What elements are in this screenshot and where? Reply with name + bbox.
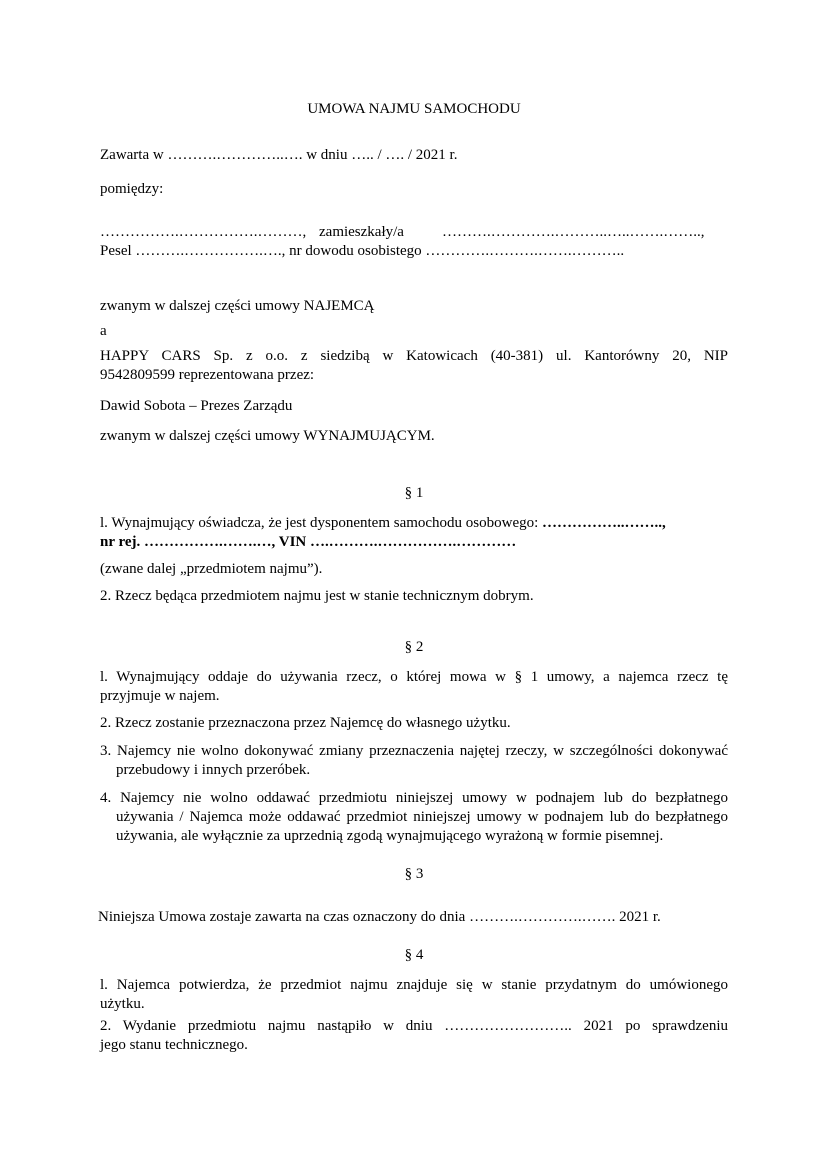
s1-p1-text: l. Wynajmujący oświadcza, że jest dysponentem samochodu osobowego: xyxy=(100,515,543,531)
s1-p1-bold-placeholder: ……………..…….., xyxy=(542,515,666,531)
s1-p1-note: (zwane dalej „przedmiotem najmu”). xyxy=(100,561,323,577)
s2-p1-line1: l. Wynajmujący oddaje do używania rzecz, o której mowa w § 1 umowy, a najemca rzecz tę xyxy=(100,669,728,685)
s4-p1-line2: użytku. xyxy=(100,996,145,1012)
party1-residence-label: zamieszkały/a xyxy=(319,224,404,240)
party1-residence-value: ……….………….………..…..…….…….., xyxy=(442,224,705,240)
s2-p1-line2: przyjmuje w najem. xyxy=(100,688,220,704)
section-1-heading: § 1 xyxy=(404,485,424,501)
s4-p2-line2: jego stanu technicznego. xyxy=(100,1037,248,1053)
and-label: a xyxy=(100,323,107,339)
s1-p1-line2: nr rej. …………….…….…, VIN ….……….…………….………… xyxy=(100,534,517,550)
s2-p2: 2. Rzecz zostanie przeznaczona przez Najemcę do własnego użytku. xyxy=(100,715,511,731)
place-date-line: Zawarta w ……….…………..…. w dniu ….. / …. / 2021 r. xyxy=(100,147,458,163)
party2-representative: Dawid Sobota – Prezes Zarządu xyxy=(100,398,293,414)
section-2-heading: § 2 xyxy=(404,639,424,655)
party2-line1: HAPPY CARS Sp. z o.o. z siedzibą w Katowicach (40-381) ul. Kantorówny 20, NIP xyxy=(100,348,728,364)
party2-role: zwanym w dalszej części umowy WYNAJMUJĄCYM. xyxy=(100,428,435,444)
party1-role: zwanym w dalszej części umowy NAJEMCĄ xyxy=(100,298,375,314)
s3-p1: Niniejsza Umowa zostaje zawarta na czas oznaczony do dnia ……….………….……. 2021 r. xyxy=(98,909,661,925)
section-3-heading: § 3 xyxy=(404,866,424,882)
s4-p2-line1: 2. Wydanie przedmiotu najmu nastąpiło w dniu …………………….. 2021 po sprawdzeniu xyxy=(100,1018,728,1034)
party1-name: …………….…………….………, xyxy=(100,224,307,240)
s1-p2: 2. Rzecz będąca przedmiotem najmu jest w stanie technicznym dobrym. xyxy=(100,588,534,604)
between-label: pomiędzy: xyxy=(100,181,164,197)
document-title: UMOWA NAJMU SAMOCHODU xyxy=(307,101,521,117)
s2-p3: 3. Najemcy nie wolno dokonywać zmiany przeznaczenia najętej rzeczy, w szczególności dokonywać przebudowy i innych przeróbek. xyxy=(100,743,728,778)
s4-p1-line1: l. Najemca potwierdza, że przedmiot najmu znajduje się w stanie przydatnym do umówionego xyxy=(100,977,728,993)
s1-p1-line1 xyxy=(100,514,728,533)
s2-p4: 4. Najemcy nie wolno oddawać przedmiotu niniejszej umowy w podnajem lub do bezpłatnego używania / Najemca może oddawać przedmiot niniejszej umowy w podnajem lub do bezpłatnego używania, ale wyłącznie za uprzednią zgodą wynajmującego wyrażoną w formie pisemnej. xyxy=(100,790,728,844)
party2-line2: 9542809599 reprezentowana przez: xyxy=(100,367,315,383)
party1-pesel-line: Pesel ……….…………….…., nr dowodu osobistego ………….……….…….……….. xyxy=(100,243,625,259)
section-4-heading: § 4 xyxy=(404,947,424,963)
